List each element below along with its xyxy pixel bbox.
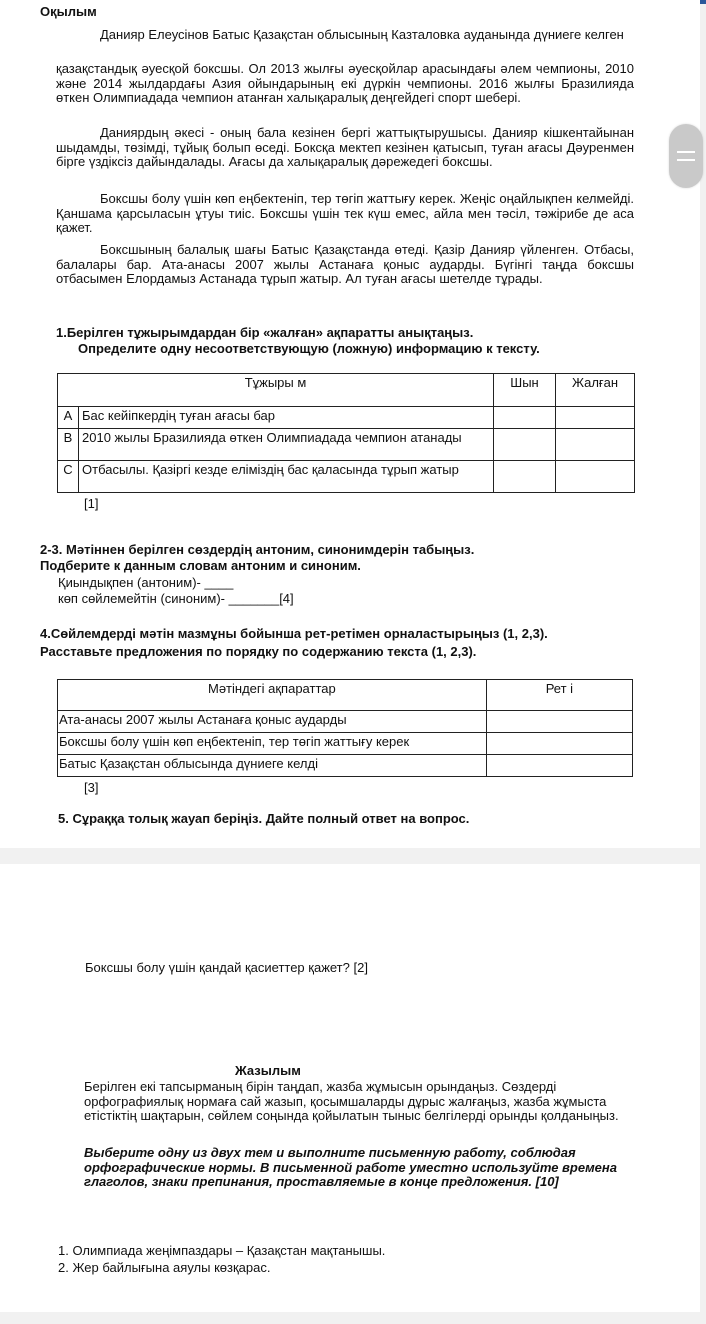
task1-row-a xyxy=(58,407,635,429)
answer-cell-false[interactable] xyxy=(556,429,635,461)
order-input-cell[interactable] xyxy=(486,755,632,777)
document-page-2 xyxy=(0,864,700,1312)
paragraph-4: Боксшының балалық шағы Батыс Қазақстанда өтеді. Қазір Данияр үйленген. Отбасы, балалары бар. Ата-анасы 2007 жылы Астанаға қоныс аударды. Бүгінгі таңда боксшы отбасымен Елордамыз Астанада тұрып жатыр. Ал туған ағасы шетелде тұрады. xyxy=(56,242,634,286)
writing-instruction-kz: Берілген екі тапсырманың бірін таңдап, жазба жұмысын орындаңыз. Сөздерді орфографиялық нормаға сай жазып, қосымшаларды дұрыс жалғаңыз, жазба жұмыста етістіктің шақтарын, сөйлем соңында қойылатын тыныс белгілерді орынды қолданыңыз. xyxy=(84,1079,619,1123)
task23-title-ru: Подберите к данным словам антоним и синоним. xyxy=(40,558,361,573)
task4-row-2 xyxy=(58,733,633,755)
menu-lines-icon xyxy=(677,151,695,153)
order-input-cell[interactable] xyxy=(486,733,632,755)
task1-col-statement: Тұжыры м xyxy=(58,374,494,407)
task5-title: 5. Сұраққа толық жауап беріңіз. Дайте полный ответ на вопрос. xyxy=(58,811,470,826)
task1-title-ru: Определите одну несоответствующую (ложную) информацию к тексту. xyxy=(78,341,540,356)
menu-lines-icon xyxy=(677,159,695,161)
writing-instruction-ru: Выберите одну из двух тем и выполните письменную работу, соблюдая орфографические нормы. В письменной работе уместно используйте времена глаголов, знаки препинания, проставляемые в конце предложения. [10] xyxy=(84,1145,617,1189)
writing-title: Жазылым xyxy=(235,1063,301,1078)
paragraph-2: Даниярдың әкесі - оның бала кезінен бергі жаттықтырушысы. Данияр кішкентайынан шыдамды, төзімді, тұйық болып өседі. Боксқа мектеп кезінен қатысып, туған ағасы Дәуренмен бірге үздіксіз дайындалады. Ағасы да халықаралық дәрежедегі боксшы. xyxy=(56,125,634,169)
task1-title-kz: 1.Берілген тұжырымдардан бір «жалған» ақпаратты анықтаңыз. xyxy=(56,325,474,340)
paragraph-1-first-line: Данияр Елеусінов Батыс Қазақстан облысының Казталовка ауданында дүниеге келген xyxy=(100,27,624,42)
task4-table xyxy=(57,679,633,777)
order-input-cell[interactable] xyxy=(486,711,632,733)
answer-cell-false[interactable] xyxy=(556,461,635,493)
row-text: Бас кейіпкердің туған ағасы бар xyxy=(79,407,494,429)
task4-header-row xyxy=(58,680,633,711)
answer-cell-false[interactable] xyxy=(556,407,635,429)
paragraph-3: Боксшы болу үшін көп еңбектеніп, тер төгіп жаттығу керек. Жеңіс оңайлықпен келмейді. Қаншама қарсыласын ұтуы тиіс. Боксшы үшін тек күш емес, айла мен тәсіл, тәжірибе де аса қажет. xyxy=(56,191,634,235)
task1-table xyxy=(57,373,635,493)
answer-cell-true[interactable] xyxy=(494,461,556,493)
task1-score: [1] xyxy=(84,496,99,511)
task1-header-row xyxy=(58,374,635,407)
task23-synonym-line: көп сөйлемейтін (синоним)- _______[4] xyxy=(58,591,294,606)
task23-title-kz: 2-3. Мәтіннен берілген сөздердің антоним, синонимдерін табыңыз. xyxy=(40,542,475,557)
answer-cell-true[interactable] xyxy=(494,429,556,461)
row-letter: B xyxy=(58,429,79,461)
task23-antonym-line: Қиындықпен (антоним)- ____ xyxy=(58,575,234,590)
row-text: Боксшы болу үшін көп еңбектеніп, тер төгіп жаттығу керек xyxy=(58,733,487,755)
row-text: Ата-анасы 2007 жылы Астанаға қоныс аударды xyxy=(58,711,487,733)
task4-col-order: Рет і xyxy=(486,680,632,711)
task1-col-false: Жалған xyxy=(556,374,635,407)
row-text: Отбасылы. Қазіргі кезде еліміздің бас қаласында тұрып жатыр xyxy=(79,461,494,493)
task5-question: Боксшы болу үшін қандай қасиеттер қажет? [2] xyxy=(85,960,368,975)
row-letter: C xyxy=(58,461,79,493)
task4-title-ru: Расставьте предложения по порядку по содержанию текста (1, 2,3). xyxy=(40,644,477,659)
task1-row-c xyxy=(58,461,635,493)
row-text: Батыс Қазақстан облысында дүниеге келді xyxy=(58,755,487,777)
task4-title-kz: 4.Сөйлемдерді мәтін мазмұны бойынша рет-ретімен орналастырыңыз (1, 2,3). xyxy=(40,626,548,641)
task1-col-true: Шын xyxy=(494,374,556,407)
task4-row-1 xyxy=(58,711,633,733)
section-title: Оқылым xyxy=(40,4,97,19)
answer-cell-true[interactable] xyxy=(494,407,556,429)
scroll-handle[interactable] xyxy=(669,124,703,188)
task1-row-b xyxy=(58,429,635,461)
task4-row-3 xyxy=(58,755,633,777)
task4-score: [3] xyxy=(84,780,99,795)
row-letter: A xyxy=(58,407,79,429)
writing-topic-2: 2. Жер байлығына аяулы көзқарас. xyxy=(58,1260,271,1275)
row-text: 2010 жылы Бразилияда өткен Олимпиадада чемпион атанады xyxy=(79,429,494,461)
paragraph-1-rest: қазақстандық әуесқой боксшы. Ол 2013 жылғы әуесқойлар арасындағы әлем чемпионы, 2010 және 2014 жылдардағы Азия ойындарының екі дүркін чемпионы. 2016 жылғы Бразилияда өткен Олимпиадада чемпион атанған халықаралық деңгейдегі спорт шебері. xyxy=(56,61,634,105)
writing-topic-1: 1. Олимпиада жеңімпаздары – Қазақстан мақтанышы. xyxy=(58,1243,386,1258)
task4-col-info: Мәтіндегі ақпараттар xyxy=(58,680,487,711)
